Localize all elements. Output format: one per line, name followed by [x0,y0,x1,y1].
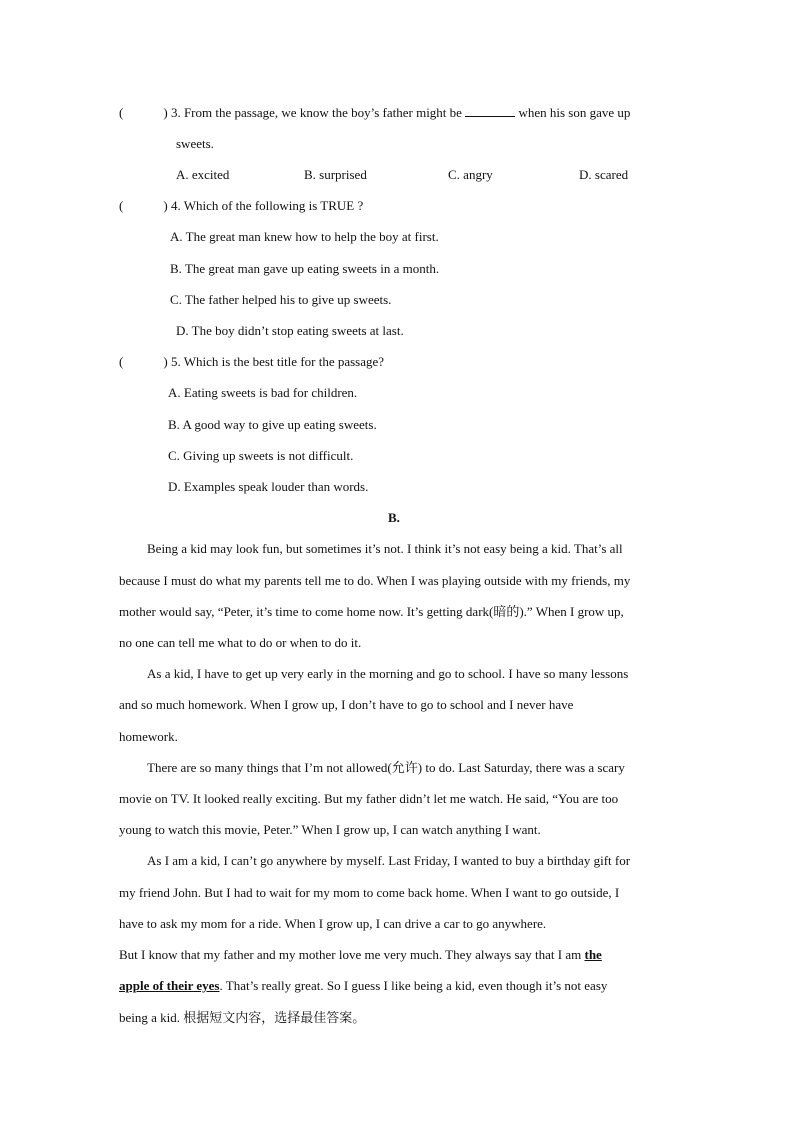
passage-line: homework. [119,729,178,744]
passage-line: my friend John. But I had to wait for my mom to come back home. When I want to go outside, I [119,885,620,900]
question-4-text: 4. Which of the following is TRUE ? [170,198,364,213]
idiom-highlight: the [584,947,602,962]
passage-line [119,946,675,964]
question-3-option-a[interactable]: A. excited [176,167,230,182]
passage-line: young to watch this movie, Peter.” When I grow up, I can watch anything I want. [119,822,541,837]
question-3-text-c: sweets. [176,136,214,151]
question-4-option-c[interactable]: C. The father helped his to give up sweets. [170,292,392,307]
passage-text: But I know that my father and my mother love me very much. They always say that I am [119,947,582,962]
question-4-stem [119,197,363,215]
question-3-option-d[interactable]: D. scared [579,167,629,182]
passage-line: no one can tell me what to do or when to do it. [119,635,362,650]
question-3-option-c[interactable]: C. angry [448,167,493,182]
answer-paren-close: ) [163,105,168,120]
passage-line: being a kid. 根据短文内容，选择最佳答案。 [119,1010,366,1025]
question-3-stem [119,104,630,122]
answer-paren-open: ( [119,105,124,120]
passage-line: There are so many things that I’m not allowed(允许) to do. Last Saturday, there was a scary [147,760,625,775]
question-5-option-d[interactable]: D. Examples speak louder than words. [168,479,369,494]
passage-line: and so much homework. When I grow up, I don’t have to go to school and I never have [119,697,574,712]
passage-line: mother would say, “Peter, it’s time to come home now. It’s getting dark(暗的).” When I grow up, [119,604,624,619]
passage-line: Being a kid may look fun, but sometimes it’s not. I think it’s not easy being a kid. That’s all [147,541,623,556]
passage-line: As a kid, I have to get up very early in the morning and go to school. I have so many lessons [147,666,629,681]
question-5-text: 5. Which is the best title for the passage? [170,354,385,369]
answer-paren-open: ( [119,354,124,369]
question-5-stem [119,353,384,371]
answer-paren-open: ( [119,198,124,213]
passage-text: . That’s really great. So I guess I like being a kid, even though it’s not easy [219,978,608,993]
question-5-option-a[interactable]: A. Eating sweets is bad for children. [168,385,358,400]
passage-line: As I am a kid, I can’t go anywhere by myself. Last Friday, I wanted to buy a birthday gift for [147,853,631,868]
passage-line: movie on TV. It looked really exciting. But my father didn’t let me watch. He said, “You are too [119,791,619,806]
passage-line: because I must do what my parents tell me to do. When I was playing outside with my friends, my [119,573,631,588]
question-4-option-b[interactable]: B. The great man gave up eating sweets in a month. [170,261,440,276]
passage-line [119,977,675,995]
answer-paren-close: ) [163,198,168,213]
question-3-text-a: 3. From the passage, we know the boy’s father might be [170,105,462,120]
question-3-text-b: when his son gave up [518,105,631,120]
question-5-option-b[interactable]: B. A good way to give up eating sweets. [168,417,377,432]
answer-paren-close: ) [163,354,168,369]
idiom-highlight: apple of their eyes [119,978,220,993]
question-5-option-c[interactable]: C. Giving up sweets is not difficult. [168,448,354,463]
fill-blank[interactable] [465,104,515,117]
passage-line: have to ask my mom for a ride. When I grow up, I can drive a car to go anywhere. [119,916,547,931]
question-4-option-d[interactable]: D. The boy didn’t stop eating sweets at last. [176,323,404,338]
question-4-option-a[interactable]: A. The great man knew how to help the boy at first. [170,229,439,244]
section-b-heading: B. [388,510,400,525]
question-3-option-b[interactable]: B. surprised [304,167,367,182]
